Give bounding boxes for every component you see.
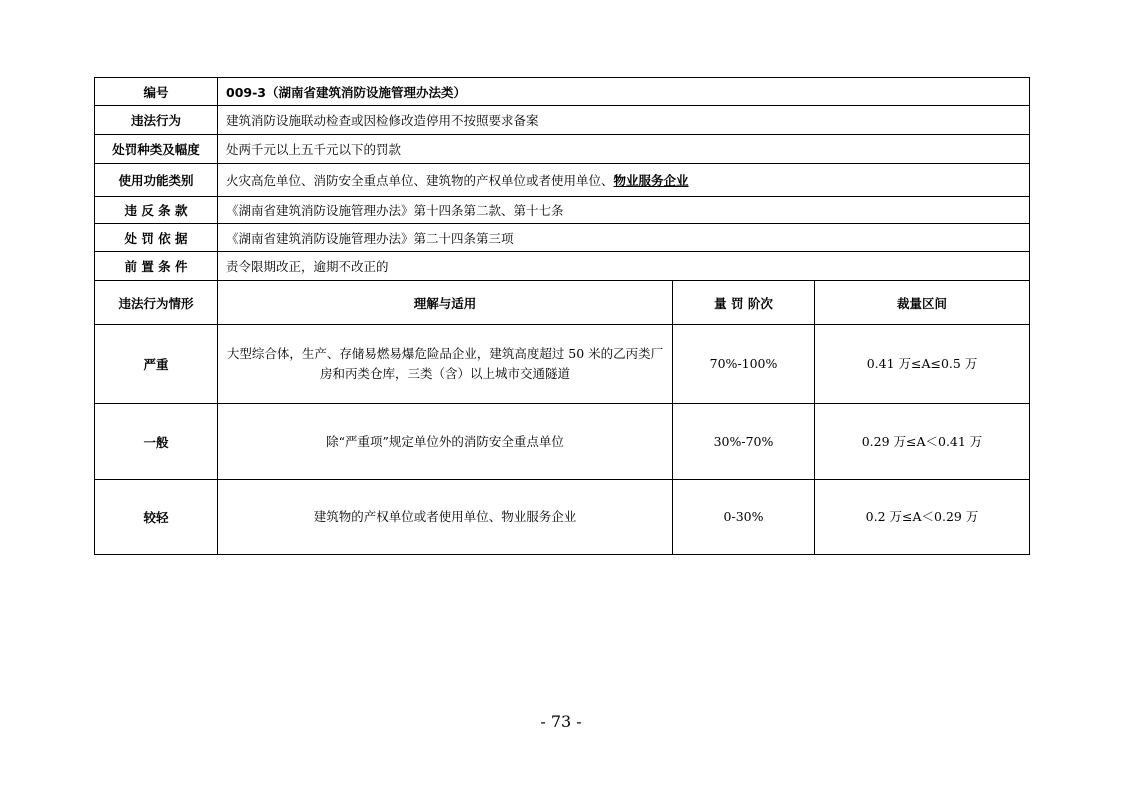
page-number: - 73 -	[540, 712, 582, 731]
header-range: 裁量区间	[815, 281, 1030, 325]
info-row-violation	[95, 106, 1030, 135]
level-severe: 严重	[95, 325, 218, 404]
header-situation: 违法行为情形	[95, 281, 218, 325]
range-severe: 0.41 万≤A≤0.5 万	[815, 325, 1030, 404]
grid-row-general	[95, 404, 1030, 480]
tier-severe: 70%-100%	[673, 325, 815, 404]
header-tier: 量 罚 阶次	[673, 281, 815, 325]
grid-header-row	[95, 281, 1030, 325]
grid-row-minor	[95, 480, 1030, 555]
id-value: 009-3（湖南省建筑消防设施管理办法类）	[218, 78, 1030, 106]
tier-minor: 0-30%	[673, 480, 815, 555]
violation-value: 建筑消防设施联动检查或因检修改造停用不按照要求备案	[218, 106, 1030, 135]
penalty-basis-label: 处 罚 依 据	[95, 224, 218, 252]
function-category-emphasis: 物业服务企业	[613, 173, 689, 188]
level-general: 一般	[95, 404, 218, 480]
violation-label: 违法行为	[95, 106, 218, 135]
function-category-label: 使用功能类别	[95, 164, 218, 197]
precondition-label: 前 置 条 件	[95, 252, 218, 281]
grid-row-severe	[95, 325, 1030, 404]
desc-severe: 大型综合体，生产、存储易燃易爆危险品企业，建筑高度超过 50 米的乙丙类厂房和丙类仓库，三类（含）以上城市交通隧道	[218, 325, 673, 404]
violated-clause-label: 违 反 条 款	[95, 197, 218, 224]
level-minor: 较轻	[95, 480, 218, 555]
function-category-text: 火灾高危单位、消防安全重点单位、建筑物的产权单位或者使用单位、	[226, 173, 614, 188]
penalty-type-label: 处罚种类及幅度	[95, 135, 218, 164]
header-understanding: 理解与适用	[218, 281, 673, 325]
range-general: 0.29 万≤A＜0.41 万	[815, 404, 1030, 480]
penalty-table	[94, 77, 1030, 555]
info-row-function-category	[95, 164, 1030, 197]
info-row-precondition	[95, 252, 1030, 281]
function-category-value	[218, 164, 1030, 197]
desc-general: 除“严重项”规定单位外的消防安全重点单位	[218, 404, 673, 480]
info-row-penalty-type	[95, 135, 1030, 164]
penalty-type-value: 处两千元以上五千元以下的罚款	[218, 135, 1030, 164]
info-row-id	[95, 78, 1030, 106]
penalty-basis-value: 《湖南省建筑消防设施管理办法》第二十四条第三项	[218, 224, 1030, 252]
violated-clause-value: 《湖南省建筑消防设施管理办法》第十四条第二款、第十七条	[218, 197, 1030, 224]
range-minor: 0.2 万≤A＜0.29 万	[815, 480, 1030, 555]
desc-minor: 建筑物的产权单位或者使用单位、物业服务企业	[218, 480, 673, 555]
info-row-penalty-basis	[95, 224, 1030, 252]
tier-general: 30%-70%	[673, 404, 815, 480]
id-label: 编号	[95, 78, 218, 106]
precondition-value: 责令限期改正，逾期不改正的	[218, 252, 1030, 281]
info-row-violated-clause	[95, 197, 1030, 224]
